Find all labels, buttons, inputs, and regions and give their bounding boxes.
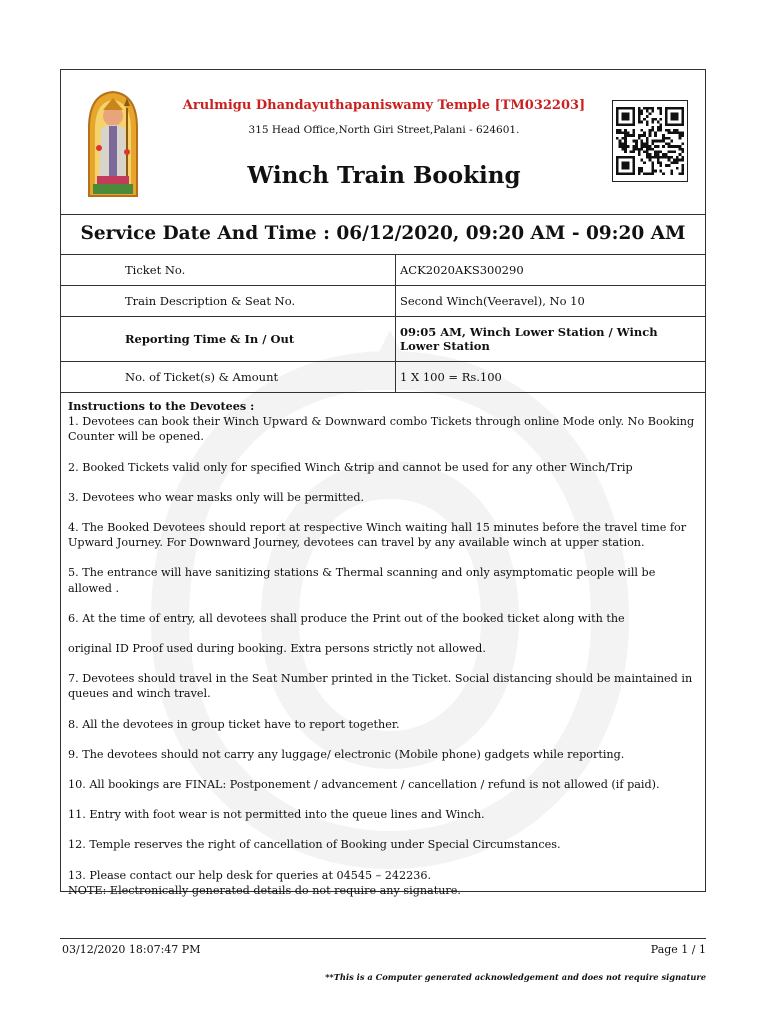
qr-code-icon <box>612 100 688 182</box>
ticket-number-label: Ticket No. <box>125 263 186 277</box>
instructions-section <box>68 399 700 898</box>
temple-name: Arulmigu Dhandayuthapaniswamy Temple [TM032203] <box>182 98 586 113</box>
instruction-item: 8. All the devotees in group ticket have to report together. <box>68 717 400 731</box>
temple-address: 315 Head Office,North Giri Street,Palani - 624601. <box>248 124 520 136</box>
instructions-note: NOTE: Electronically generated details do not require any signature. <box>68 883 461 897</box>
reporting-time-value: 09:05 AM, Winch Lower Station / Winch Lower Station <box>395 316 705 361</box>
footer-timestamp: 03/12/2020 18:07:47 PM <box>62 943 201 956</box>
ticket-number-value: ACK2020AKS300290 <box>395 255 705 285</box>
instruction-item: 7. Devotees should travel in the Seat Number printed in the Ticket. Social distancing should be maintained in queues and winch travel. <box>68 672 693 701</box>
instruction-item: 12. Temple reserves the right of cancellation of Booking under Special Circumstances. <box>68 838 561 852</box>
train-description-value: Second Winch(Veeravel), No 10 <box>395 285 705 316</box>
reporting-time-label: Reporting Time & In / Out <box>125 331 295 346</box>
ticket-amount-value: 1 X 100 = Rs.100 <box>395 361 705 392</box>
instruction-item: 4. The Booked Devotees should report at respective Winch waiting hall 15 minutes before the travel time for Upward Journey. For Downward Journey, devotees can travel by any available winch at upper station. <box>68 521 687 550</box>
footer-divider <box>60 938 706 939</box>
booking-ticket <box>60 69 706 897</box>
train-description-row <box>61 285 705 317</box>
ticket-number-row <box>61 255 705 286</box>
instruction-item: 10. All bookings are FINAL: Postponement / advancement / cancellation / refund is not allowed (if paid). <box>68 778 660 792</box>
page-title: Winch Train Booking <box>247 162 521 189</box>
ticket-amount-label: No. of Ticket(s) & Amount <box>125 369 279 384</box>
instruction-item: original ID Proof used during booking. Extra persons strictly not allowed. <box>68 642 486 656</box>
instruction-item: 6. At the time of entry, all devotees shall produce the Print out of the booked ticket along with the <box>68 611 625 625</box>
instruction-item: 2. Booked Tickets valid only for specified Winch &trip and cannot be used for any other Winch/Trip <box>68 460 633 474</box>
instruction-item: 5. The entrance will have sanitizing stations & Thermal scanning and only asymptomatic people will be allowed . <box>68 566 656 595</box>
service-date-time: Service Date And Time : 06/12/2020, 09:20 AM - 09:20 AM <box>61 214 705 255</box>
footer-acknowledgement-note: **This is a Computer generated acknowledgement and does not require signature <box>325 972 706 982</box>
instructions-heading: Instructions to the Devotees : <box>68 399 255 413</box>
instruction-item: 13. Please contact our help desk for queries at 04545 – 242236. <box>68 868 432 882</box>
instruction-item: 11. Entry with foot wear is not permitted into the queue lines and Winch. <box>68 808 485 822</box>
instruction-item: 9. The devotees should not carry any luggage/ electronic (Mobile phone) gadgets while reporting. <box>68 747 625 761</box>
footer-page-number: Page 1 / 1 <box>650 943 706 956</box>
ticket-amount-row <box>61 361 705 393</box>
instruction-item: 1. Devotees can book their Winch Upward & Downward combo Tickets through online Mode only. No Booking Counter will be opened. <box>68 415 695 444</box>
ticket-header <box>61 70 705 215</box>
reporting-time-row <box>61 316 705 362</box>
train-description-label: Train Description & Seat No. <box>125 293 296 308</box>
instruction-item: 3. Devotees who wear masks only will be permitted. <box>68 490 365 504</box>
